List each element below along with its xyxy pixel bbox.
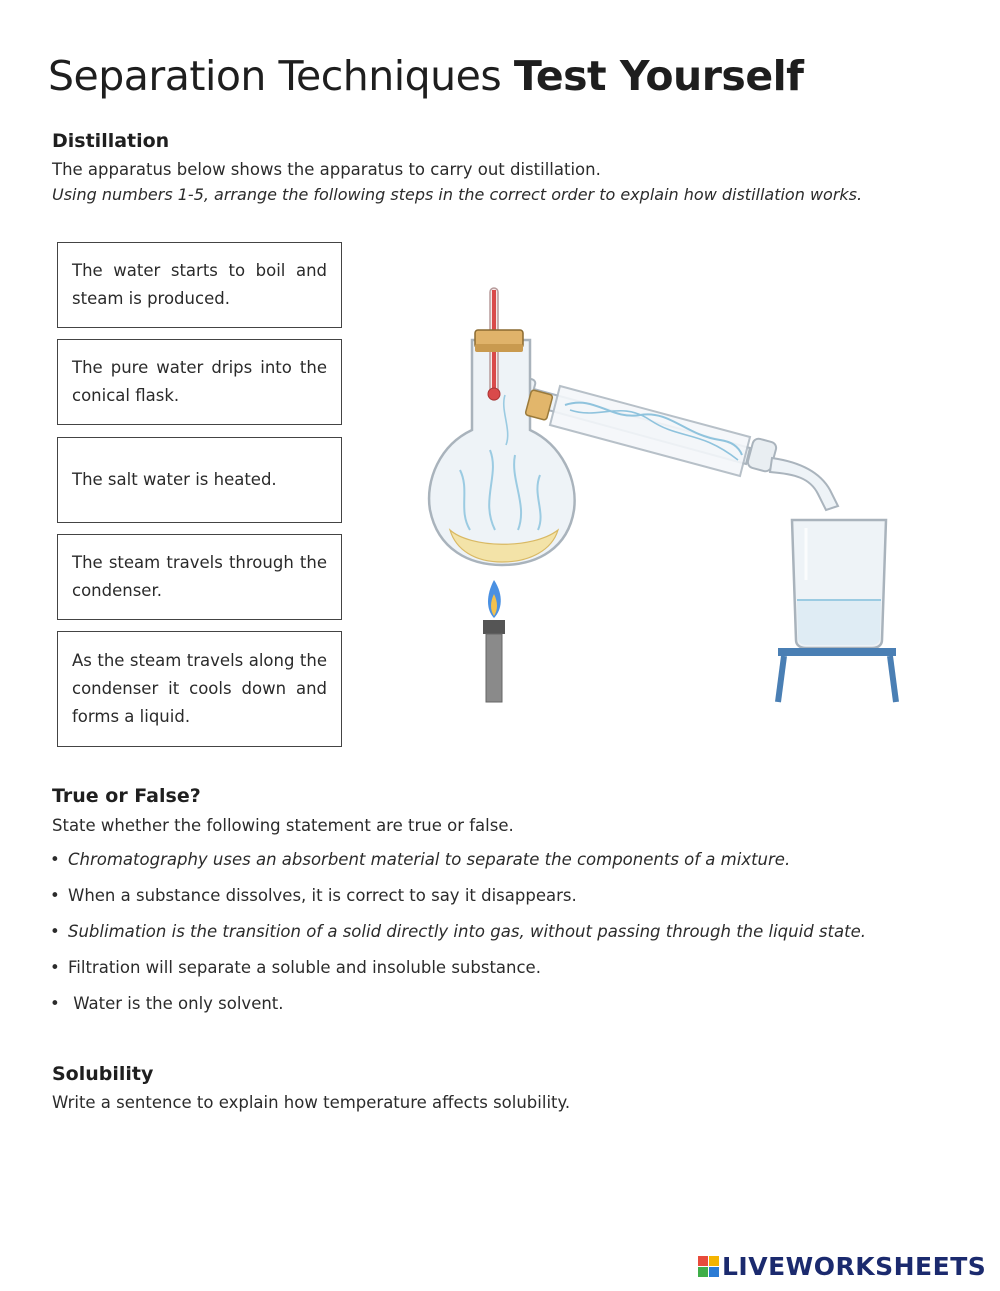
step-text: As the steam travels along the condenser it cools down and forms a liquid.: [72, 651, 327, 726]
step-box-3[interactable]: [57, 437, 342, 523]
step-box-2[interactable]: [57, 339, 342, 425]
beaker: [792, 520, 886, 648]
distillation-instruction: Using numbers 1-5, arrange the following steps in the correct order to explain how distillation works.: [52, 185, 863, 204]
logo-block: [709, 1256, 719, 1266]
step-box-5[interactable]: [57, 631, 342, 747]
flask-stopper: [475, 330, 523, 352]
statement-item: [50, 918, 866, 954]
logo-text: LIVEWORKSHEETS: [722, 1252, 987, 1281]
bunsen-burner: [483, 580, 505, 702]
step-text: The pure water drips into the conical flask.: [72, 358, 327, 405]
liveworksheets-logo: [698, 1252, 986, 1281]
statement-text: When a substance dissolves, it is correct to say it disappears.: [68, 886, 577, 905]
statement-item: [50, 882, 866, 918]
distillation-intro: The apparatus below shows the apparatus to carry out distillation.: [52, 160, 601, 179]
statement-text: Chromatography uses an absorbent material to separate the components of a mixture.: [68, 850, 791, 869]
statement-text: Sublimation is the transition of a solid directly into gas, without passing through the liquid state.: [68, 922, 866, 941]
statement-list: [50, 846, 866, 1026]
round-bottom-flask: [429, 340, 575, 565]
distillation-heading: Distillation: [52, 130, 170, 152]
true-false-heading: True or False?: [52, 785, 201, 807]
statement-item: [50, 846, 866, 882]
bullet-icon: •: [50, 922, 60, 941]
logo-block: [709, 1267, 719, 1277]
page-title: [48, 52, 804, 100]
step-text: The water starts to boil and steam is produced.: [72, 261, 327, 308]
solubility-heading: Solubility: [52, 1063, 154, 1085]
distillation-apparatus-illustration: [420, 280, 900, 710]
logo-blocks-icon: [698, 1256, 719, 1277]
statement-text: Water is the only solvent.: [68, 994, 284, 1013]
statement-item: [50, 990, 866, 1026]
bullet-icon: •: [50, 850, 60, 869]
logo-block: [698, 1256, 708, 1266]
step-text: The steam travels through the condenser.: [72, 553, 327, 600]
title-light: Separation Techniques: [48, 52, 502, 100]
logo-block: [698, 1267, 708, 1277]
bullet-icon: •: [50, 886, 60, 905]
solubility-prompt: Write a sentence to explain how temperature affects solubility.: [52, 1093, 571, 1112]
statement-text: Filtration will separate a soluble and insoluble substance.: [68, 958, 541, 977]
step-text: The salt water is heated.: [72, 470, 277, 489]
bullet-icon: •: [50, 958, 60, 977]
true-false-intro: State whether the following statement are true or false.: [52, 816, 514, 835]
statement-item: [50, 954, 866, 990]
title-bold: Test Yourself: [513, 52, 804, 100]
bullet-icon: •: [50, 994, 60, 1013]
step-box-4[interactable]: [57, 534, 342, 620]
step-box-1[interactable]: [57, 242, 342, 328]
tripod-stand: [778, 648, 896, 702]
